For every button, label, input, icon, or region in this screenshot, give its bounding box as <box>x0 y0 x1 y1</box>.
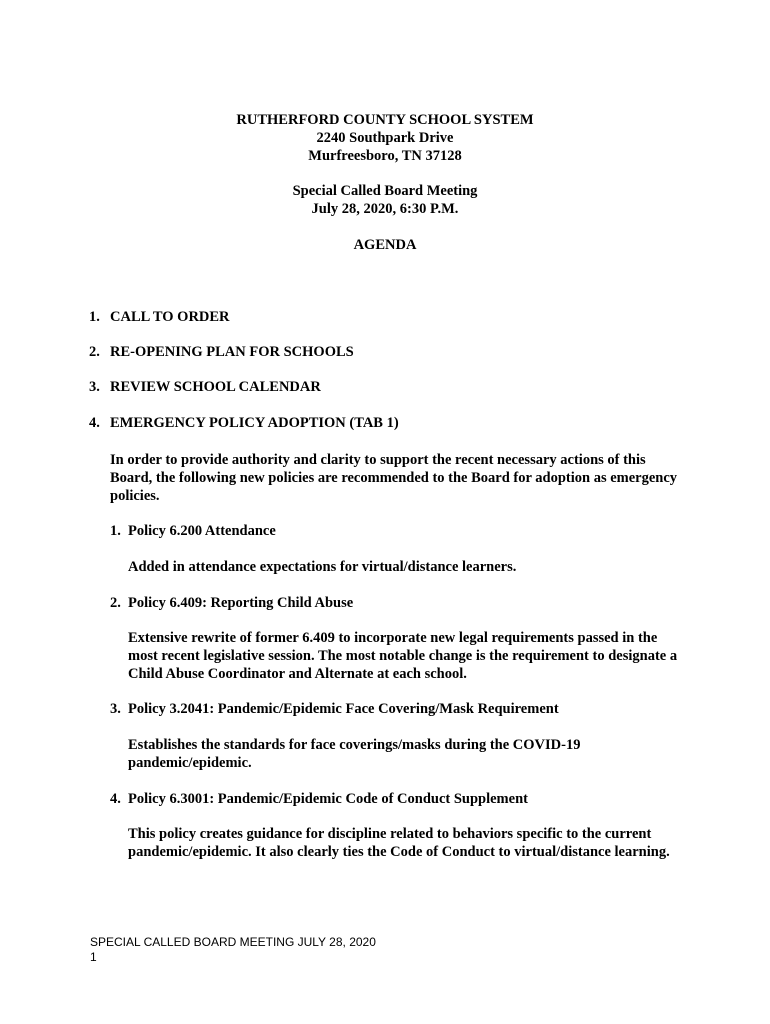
agenda-item-label: CALL TO ORDER <box>110 309 230 325</box>
policy-item-number: 1. <box>110 523 121 539</box>
policy-item-name: Policy 6.3001: Pandemic/Epidemic Code of Conduct Supplement <box>128 791 528 807</box>
meeting-title: Special Called Board Meeting <box>292 183 478 199</box>
policy-item-title <box>110 700 559 718</box>
agenda-title: AGENDA <box>353 237 417 253</box>
agenda-item-number: 1. <box>89 309 100 325</box>
intro-paragraph: In order to provide authority and clarity to support the recent necessary actions of this Board, the following new policies are recommended to the Board for adoption as emergency policies. <box>110 452 678 504</box>
policy-item-title <box>110 594 353 612</box>
agenda-item-call-to-order <box>89 308 230 326</box>
agenda-item-label: EMERGENCY POLICY ADOPTION (TAB 1) <box>110 415 399 431</box>
agenda-item-label: RE-OPENING PLAN FOR SCHOOLS <box>110 344 354 360</box>
policy-item-title <box>110 522 276 540</box>
meeting-datetime: July 28, 2020, 6:30 P.M. <box>311 201 459 217</box>
address-line-1: 2240 Southpark Drive <box>316 130 454 146</box>
agenda-item-number: 3. <box>89 379 100 395</box>
policy-item-name: Policy 6.409: Reporting Child Abuse <box>128 595 354 611</box>
policy-item-number: 2. <box>110 595 121 611</box>
policy-item-name: Policy 3.2041: Pandemic/Epidemic Face Covering/Mask Requirement <box>128 701 559 717</box>
agenda-item-number: 2. <box>89 344 100 360</box>
agenda-item-number: 4. <box>89 415 100 431</box>
policy-item-description: Extensive rewrite of former 6.409 to incorporate new legal requirements passed in the most recent legislative session. The most notable change is the requirement to designate a Child Abuse Coordinator and Alternate at each school. <box>128 630 678 682</box>
address-line-2: Murfreesboro, TN 37128 <box>308 148 462 164</box>
agenda-item-school-calendar <box>89 378 321 396</box>
agenda-item-label: REVIEW SCHOOL CALENDAR <box>110 379 321 395</box>
policy-item-description: This policy creates guidance for discipline related to behaviors specific to the current pandemic/epidemic. It also clearly ties the Code of Conduct to virtual/distance learning. <box>128 826 670 860</box>
footer-text: SPECIAL CALLED BOARD MEETING JULY 28, 2020 <box>90 935 376 949</box>
policy-item-description: Added in attendance expectations for virtual/distance learners. <box>128 559 517 575</box>
page-number: 1 <box>90 950 97 964</box>
policy-item-name: Policy 6.200 Attendance <box>128 523 276 539</box>
org-name: RUTHERFORD COUNTY SCHOOL SYSTEM <box>236 112 534 128</box>
policy-item-description: Establishes the standards for face coverings/masks during the COVID-19 pandemic/epidemic. <box>128 737 581 771</box>
policy-item-number: 3. <box>110 701 121 717</box>
agenda-item-reopening-plan <box>89 343 354 361</box>
policy-item-title <box>110 790 528 808</box>
policy-item-number: 4. <box>110 791 121 807</box>
agenda-item-emergency-policy <box>89 414 399 432</box>
